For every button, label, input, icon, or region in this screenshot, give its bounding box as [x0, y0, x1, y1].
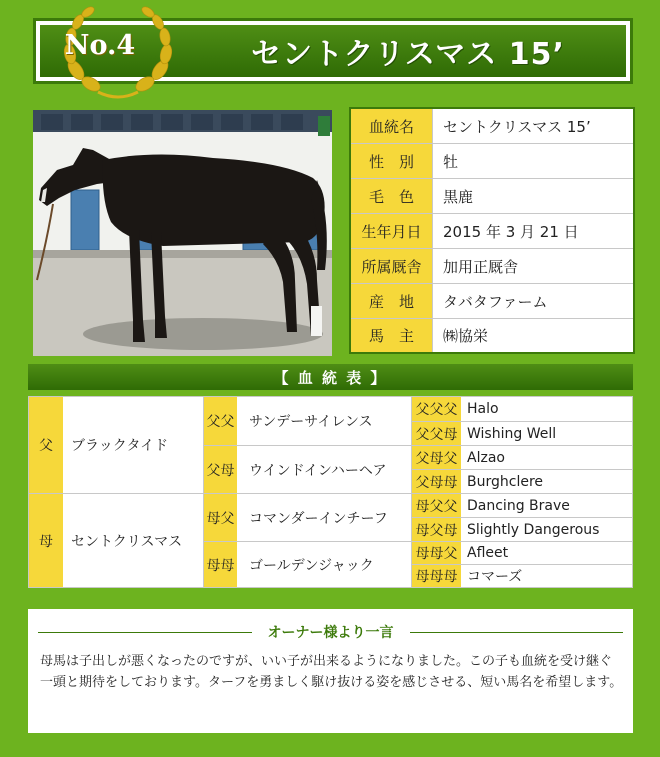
info-value: セントクリスマス 15’ — [443, 117, 591, 136]
owner-comment-box — [28, 609, 633, 733]
divider — [38, 632, 252, 633]
pedigree-sire-name: ブラックタイド — [71, 438, 169, 454]
info-value: 黒鹿 — [443, 187, 474, 206]
pedigree-label-dss: 母父父 — [411, 493, 461, 517]
pedigree-label-sire-dam: 父母 — [203, 445, 237, 493]
info-row-birth-date — [351, 214, 633, 249]
info-label: 産 地 — [351, 284, 433, 318]
owner-title-row — [38, 622, 623, 642]
pedigree-label-sds: 父母父 — [411, 445, 461, 469]
pedigree-sds-name: Alzao — [461, 445, 632, 469]
pedigree-dds-name: Afleet — [461, 541, 632, 564]
pedigree-sire-dam-name: ウインドインハーヘア — [237, 445, 411, 493]
info-label: 馬 主 — [351, 319, 433, 352]
pedigree-dsd-name: Slightly Dangerous — [461, 517, 632, 541]
pedigree-ssd-name: Wishing Well — [461, 421, 632, 445]
pedigree-dss-name: Dancing Brave — [461, 493, 632, 517]
info-row-coat-color — [351, 179, 633, 214]
info-label: 所属厩舎 — [351, 249, 433, 283]
info-row-stable — [351, 249, 633, 284]
info-row-breeder — [351, 284, 633, 319]
pedigree-label-sire: 父 — [29, 397, 63, 493]
pedigree-dam-sire-name: コマンダーインチーフ — [237, 493, 411, 541]
pedigree-sdd-name: Burghclere — [461, 469, 632, 493]
pedigree-label-sdd: 父母母 — [411, 469, 461, 493]
horse-name-title: セントクリスマス 15’ — [251, 37, 565, 72]
info-value: 加用正厩舎 — [443, 257, 519, 276]
pedigree-label-dam-sire: 母父 — [203, 493, 237, 541]
info-value: ㈱協栄 — [443, 327, 489, 345]
pedigree-label-dam-dam: 母母 — [203, 541, 237, 587]
pedigree-label-ddd: 母母母 — [411, 564, 461, 587]
info-label: 血統名 — [351, 109, 433, 143]
pedigree-table — [28, 396, 633, 588]
pedigree-label-dam: 母 — [29, 493, 63, 587]
info-label: 性 別 — [351, 144, 433, 178]
info-value: タバタファーム — [443, 292, 548, 311]
info-label: 生年月日 — [351, 214, 433, 248]
pedigree-label-sss: 父父父 — [411, 397, 461, 421]
pedigree-label-sire-sire: 父父 — [203, 397, 237, 445]
horse-info-table — [349, 107, 635, 354]
info-value: 牡 — [443, 152, 459, 171]
pedigree-title: 【 血 統 表 】 — [28, 364, 633, 390]
pedigree-dam-dam-name: ゴールデンジャック — [237, 541, 411, 587]
pedigree-dam-name: セントクリスマス — [63, 493, 203, 587]
divider — [410, 632, 624, 633]
entry-number: No.4 — [64, 30, 136, 61]
pedigree-ddd-name: コマーズ — [461, 564, 632, 587]
pedigree-sss-name: Halo — [467, 401, 499, 417]
info-row-owner — [351, 319, 633, 352]
horse-photo — [33, 110, 332, 356]
owner-title: オーナー様より一言 — [267, 625, 394, 641]
info-value: 2015 年 3 月 21 日 — [443, 222, 579, 241]
info-row-sex — [351, 144, 633, 179]
pedigree-label-dds: 母母父 — [411, 541, 461, 564]
info-row-pedigree-name — [351, 109, 633, 144]
horse-photo-image — [33, 110, 332, 356]
pedigree-label-dsd: 母父母 — [411, 517, 461, 541]
pedigree-label-ssd: 父父母 — [411, 421, 461, 445]
owner-comment-text: 母馬は子出しが悪くなったのですが、いい子が出来るようになりました。この子も血統を受け継ぐ一頭と期待をしております。ターフを勇ましく駆け抜ける姿を感じさせる、短い馬名を希望します。 — [40, 654, 623, 690]
info-label: 毛 色 — [351, 179, 433, 213]
pedigree-sire-sire-name: サンデーサイレンス — [249, 414, 373, 430]
